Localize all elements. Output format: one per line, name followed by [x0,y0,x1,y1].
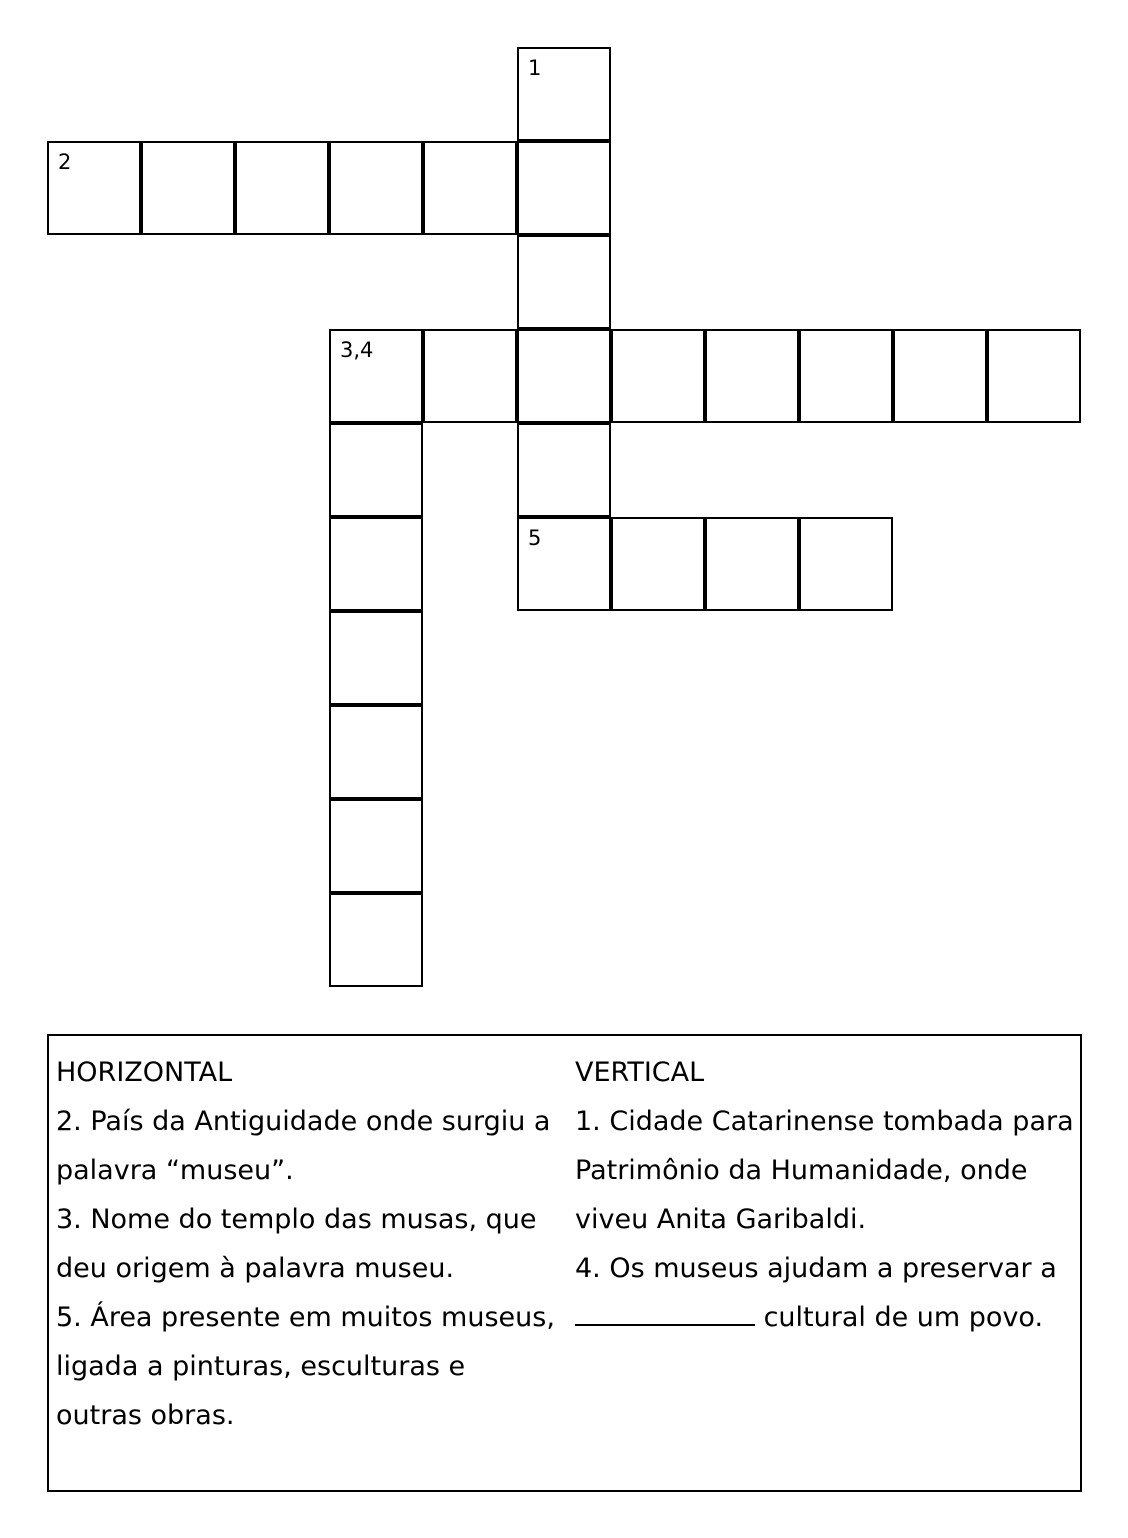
crossword-cell[interactable] [517,423,611,517]
clue-line: ligada a pinturas, esculturas e [56,1351,466,1382]
crossword-cell[interactable] [517,141,611,235]
crossword-cell[interactable] [611,329,705,423]
clue-line: palavra “museu”. [56,1155,294,1186]
clue-line: deu origem à palavra museu. [56,1253,455,1284]
crossword-cell[interactable] [329,893,423,987]
crossword-cell[interactable] [329,799,423,893]
crossword-cell[interactable] [329,517,423,611]
clue-number-5: 5 [528,526,542,550]
clue-line-with-blank [575,1293,1075,1342]
crossword-cell[interactable] [705,517,799,611]
clue-line: 5. Área presente em muitos museus, [56,1302,555,1333]
crossword-cell[interactable] [329,705,423,799]
crossword-cell[interactable] [329,611,423,705]
clue-line: 1. Cidade Catarinense tombada para [575,1106,1074,1137]
crossword-cell[interactable] [517,329,611,423]
crossword-cell[interactable] [329,141,423,235]
vertical-heading: VERTICAL [575,1057,705,1088]
crossword-cell[interactable] [423,329,517,423]
crossword-cell[interactable] [799,329,893,423]
crossword-cell[interactable] [705,329,799,423]
clue-number-1: 1 [528,56,542,80]
crossword-cell[interactable] [799,517,893,611]
crossword-cell[interactable] [423,141,517,235]
crossword-cell[interactable] [329,329,423,423]
answer-blank [575,1298,755,1326]
clue-number-2: 2 [58,150,72,174]
clues-box [47,1034,1082,1492]
clue-line: 4. Os museus ajudam a preservar a [575,1253,1057,1284]
vertical-clues [575,1048,1075,1342]
crossword-cell[interactable] [329,423,423,517]
clue-number-3-4: 3,4 [340,338,374,362]
clue-line: Patrimônio da Humanidade, onde [575,1155,1028,1186]
clue-line: outras obras. [56,1400,235,1431]
crossword-cell[interactable] [235,141,329,235]
crossword-cell[interactable] [517,235,611,329]
crossword-cell[interactable] [611,517,705,611]
crossword-cell[interactable] [893,329,987,423]
crossword-cell[interactable] [47,141,141,235]
horizontal-clues [56,1048,556,1440]
crossword-cell[interactable] [517,517,611,611]
clue-line: 2. País da Antiguidade onde surgiu a [56,1106,551,1137]
crossword-cell[interactable] [987,329,1081,423]
crossword-cell[interactable] [141,141,235,235]
crossword-cell[interactable] [517,47,611,141]
clue-line-suffix: cultural de um povo. [755,1302,1044,1333]
horizontal-heading: HORIZONTAL [56,1057,233,1088]
clue-line: viveu Anita Garibaldi. [575,1204,867,1235]
clue-line: 3. Nome do templo das musas, que [56,1204,537,1235]
